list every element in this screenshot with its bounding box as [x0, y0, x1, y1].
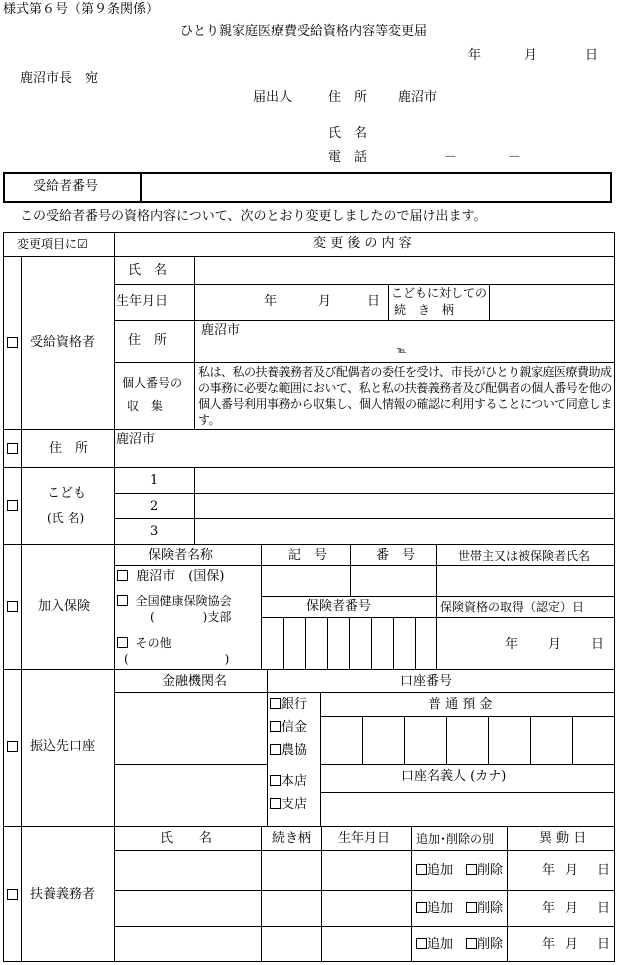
s5-account-header: 口座番号 [400, 674, 453, 689]
s4-opt2-branch: ( )支部 [150, 610, 232, 624]
section1-checkbox[interactable] [7, 337, 18, 350]
s6-row3-year: 年 [542, 937, 556, 952]
s4-day: 日 [591, 637, 605, 652]
s4-year: 年 [505, 637, 519, 652]
s1-consent-text: 私は、私の扶養義務者及び配偶者の委任を受け、市長がひとり親家庭医療費助成の事務に必要な範囲において、私と私の扶養義務者及び配偶者の個人番号を他の個人番号利用事務から収集し、個人情報の確認に利用することについて同意します。 [198, 365, 612, 427]
section4-checkbox[interactable] [7, 601, 18, 614]
addressee: 鹿沼市長 宛 [20, 71, 99, 86]
s4-symbol-header: 記 号 [288, 548, 328, 563]
s5-holder-field[interactable] [324, 795, 612, 823]
s5-holder-header: 口座名義人 (カナ) [401, 769, 507, 784]
s6-row2-remove[interactable]: 削除 [466, 902, 503, 915]
section6-checkbox[interactable] [7, 889, 18, 902]
s5-head-office-option[interactable]: 本店 [270, 775, 307, 788]
s4-symbol-field[interactable] [266, 569, 346, 593]
s1-name-field[interactable] [200, 260, 610, 282]
section3-label-2: (氏 名) [47, 511, 85, 525]
applicant-name-label: 氏 名 [328, 126, 368, 141]
s5-branch-name-field[interactable] [118, 768, 263, 822]
s4-month: 月 [548, 637, 562, 652]
s4-head-header: 世帯主又は被保険者氏名 [458, 549, 591, 563]
intro-text: この受給者番号の資格内容について、次のとおり変更しましたので届け出ます。 [20, 209, 487, 224]
s1-mynumber-label-1: 個人番号の [122, 376, 183, 390]
s5-deposit-type: 普 通 預 金 [428, 697, 493, 712]
s6-row1-day: 日 [597, 863, 611, 878]
applicant-phone-label: 電 話 [328, 150, 368, 165]
s5-bank-name-field[interactable] [118, 696, 263, 760]
s1-address-label: 住 所 [128, 333, 168, 348]
s4-opt3-paren: ( ) [124, 652, 230, 666]
recipient-number-field[interactable] [145, 175, 605, 200]
s6-row1-add[interactable]: 追加 [416, 864, 453, 877]
s1-birth-day: 日 [367, 294, 381, 309]
s1-birth-month: 月 [318, 294, 332, 309]
s6-row2-add[interactable]: 追加 [416, 902, 453, 915]
s6-row2-year: 年 [542, 901, 556, 916]
s4-insurer-number-field[interactable] [264, 620, 434, 666]
s1-name-label: 氏 名 [128, 263, 168, 278]
s4-opt1[interactable]: 鹿沼市 (国保) [117, 570, 224, 583]
s6-name-header: 氏 名 [160, 831, 213, 846]
s6-row1-remove[interactable]: 削除 [466, 864, 503, 877]
s6-row1-year: 年 [542, 863, 556, 878]
child-row-1-num: 1 [150, 473, 159, 488]
section3-label-1: こども [47, 486, 87, 501]
form-number: 様式第６号（第９条関係） [3, 2, 160, 17]
applicant-address-label: 住 所 [328, 90, 368, 105]
s1-tel-mark: ℡ [397, 346, 407, 356]
section5-label: 振込先口座 [30, 739, 96, 754]
s6-row1-month: 月 [565, 863, 579, 878]
s5-account-number-field[interactable] [324, 719, 612, 761]
child-row-3-num: 3 [150, 524, 159, 539]
s6-row3-month: 月 [565, 937, 579, 952]
s1-relation-label-2: 続 き 柄 [394, 303, 455, 317]
s4-acquire-header: 保険資格の取得（認定）日 [440, 600, 585, 614]
section2-checkbox[interactable] [7, 443, 18, 456]
s5-agri-option[interactable]: 農協 [270, 744, 307, 757]
s1-mynumber-label-2: 収 集 [127, 399, 164, 413]
s4-number-field[interactable] [354, 569, 432, 593]
section3-checkbox[interactable] [7, 500, 18, 513]
s1-address-value[interactable]: 鹿沼市 [201, 323, 241, 338]
s4-insurer-header: 保険者名称 [148, 548, 214, 563]
child-row-2-field[interactable] [198, 496, 610, 516]
s4-opt3[interactable]: その他 [117, 637, 172, 649]
s1-relation-field[interactable] [494, 288, 609, 316]
recipient-number-label: 受給者番号 [33, 179, 99, 194]
section4-label: 加入保険 [38, 599, 91, 614]
s6-row2-day: 日 [597, 901, 611, 916]
child-row-1-field[interactable] [198, 470, 610, 490]
section2-label: 住 所 [49, 441, 89, 456]
section2-address-value[interactable]: 鹿沼市 [116, 432, 156, 447]
s6-addrem-header: 追加･削除の別 [416, 832, 495, 846]
s6-row3-remove[interactable]: 削除 [466, 938, 503, 951]
s1-birth-year: 年 [264, 294, 278, 309]
section6-label: 扶養義務者 [30, 887, 96, 902]
s4-opt2[interactable]: 全国健康保険協会 [117, 595, 232, 607]
s1-relation-label-1: こどもに対しての [391, 286, 488, 300]
s6-birth-header: 生年月日 [338, 831, 391, 846]
section1-label: 受給資格者 [30, 335, 96, 350]
phone-dash-2: － [508, 150, 522, 165]
s6-row3-add[interactable]: 追加 [416, 938, 453, 951]
applicant-heading: 届出人 [253, 90, 293, 105]
s5-branch-option[interactable]: 支店 [270, 798, 307, 811]
date-day: 日 [585, 48, 599, 63]
s6-row2-month: 月 [565, 901, 579, 916]
s5-credit-option[interactable]: 信金 [270, 721, 307, 734]
s5-bank-option[interactable]: 銀行 [270, 698, 307, 711]
s6-row3-day: 日 [597, 937, 611, 952]
s4-head-field[interactable] [440, 569, 610, 593]
form-title: ひとり親家庭医療費受給資格内容等変更届 [180, 24, 428, 39]
content-header: 変 更 後 の 内 容 [313, 236, 412, 251]
child-row-2-num: 2 [150, 499, 159, 514]
date-year: 年 [468, 48, 482, 63]
s4-number-header: 番 号 [376, 548, 416, 563]
child-row-3-field[interactable] [198, 521, 610, 541]
s4-insurer-number-header: 保険者番号 [306, 599, 372, 614]
section5-checkbox[interactable] [7, 741, 18, 754]
s6-relation-header: 続き柄 [272, 831, 312, 846]
phone-dash-1: － [444, 150, 458, 165]
s1-birth-label: 生年月日 [116, 294, 169, 309]
s5-bank-header: 金融機関名 [162, 674, 228, 689]
date-month: 月 [524, 48, 538, 63]
check-header: 変更項目に☑ [17, 237, 88, 251]
s6-date-header: 異 動 日 [539, 831, 587, 846]
applicant-address-value[interactable]: 鹿沼市 [398, 90, 438, 105]
